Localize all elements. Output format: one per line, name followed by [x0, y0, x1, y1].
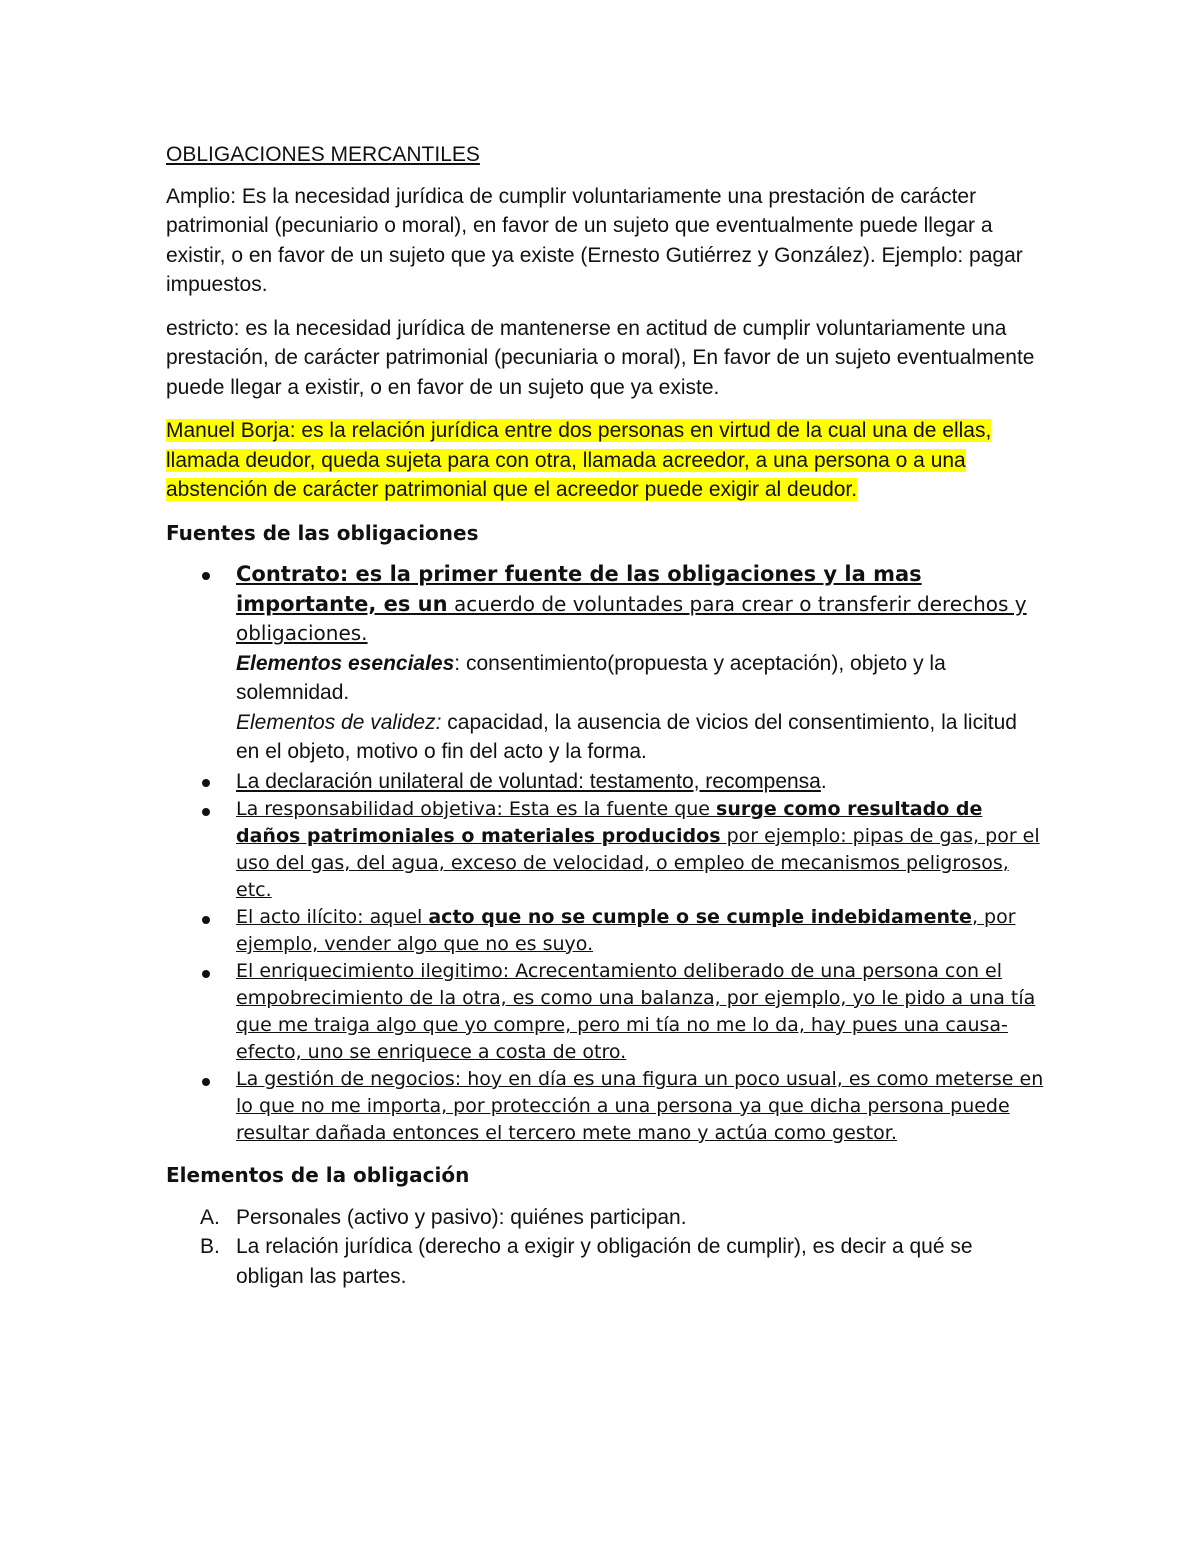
fuentes-heading: Fuentes de las obligaciones [166, 520, 479, 545]
validez-text: capacidad, la ausencia de vicios del consentimiento, la licitud en el objeto, motivo o fin del acto y la forma. [236, 710, 1017, 763]
list-item-text: La relación jurídica (derecho a exigir y obligación de cumplir), es decir a qué se obligan las partes. [236, 1235, 973, 1288]
ilicito-a: El acto ilícito: aquel [236, 906, 429, 928]
gestion-text: La gestión de negocios: hoy en día es una figura un poco usual, es como meterse en lo que no me importa, por protección a una persona ya que dicha persona puede resultar dañada entonces el tercero mete mano y actúa como gestor. [236, 1068, 1044, 1144]
bullet-icon [202, 572, 210, 580]
ilicito-bold: acto que no se cumple o se cumple indebidamente [428, 906, 972, 928]
definition-borja [166, 416, 1046, 505]
list-item-declaracion [166, 767, 1046, 797]
contrato-rest: acuerdo de voluntades para crear o transferir derechos y obligaciones. [236, 591, 1027, 645]
esenciales-text: : consentimiento(propuesta y aceptación), objeto y la solemnidad. [236, 651, 946, 704]
bullet-icon [202, 916, 210, 924]
definition-estricto: estricto: es la necesidad jurídica de mantenerse en actitud de cumplir voluntariamente una prestación, de carácter patrimonial (pecuniaria o moral), En favor de un sujeto eventualmente puede llegar a existir, o en favor de un sujeto que ya existe. [166, 316, 1035, 399]
ilicito-b: , por ejemplo, vender algo que no es suyo. [236, 906, 1016, 955]
highlighted-text: Manuel Borja: es la relación jurídica entre dos personas en virtud de la cual una de ellas, llamada deudor, queda sujeta para con otra, llamada acreedor, a una persona o a una abstención de carácter patrimonial que el acreedor puede exigir al deudor. [166, 419, 992, 501]
contrato-bold: Contrato: es la primer fuente de las obligaciones y la mas importante, es un [236, 562, 922, 616]
list-item-enriquecimiento [166, 958, 1046, 1066]
elementos-list [166, 1203, 1046, 1292]
responsabilidad-a: La responsabilidad objetiva: Esta es la fuente que [236, 798, 717, 820]
list-item-gestion [166, 1066, 1046, 1147]
enriquecimiento-text: El enriquecimiento ilegitimo: Acrecentamiento deliberado de una persona con el empobrecimiento de la otra, es como una balanza, por ejemplo, yo le pido a una tía que me traiga algo que yo compre, pero mi tía no me lo da, hay pues una causa-efecto, uno se enriquece a costa de otro. [236, 960, 1036, 1063]
declaracion-end: . [820, 769, 827, 793]
list-item-ilicito [166, 904, 1046, 958]
bullet-icon [202, 1078, 210, 1086]
list-label: A. [200, 1205, 220, 1229]
esenciales-label: Elementos esenciales [236, 651, 455, 675]
bullet-icon [202, 808, 210, 816]
declaracion-text: La declaración unilateral de voluntad: testamento, recompensa [236, 769, 821, 793]
bullet-icon [202, 970, 210, 978]
fuentes-list [166, 560, 1046, 1147]
list-item [166, 1232, 1046, 1291]
list-item [166, 1203, 1046, 1233]
list-item-text: Personales (activo y pasivo): quiénes participan. [236, 1205, 687, 1229]
list-item-responsabilidad [166, 796, 1046, 904]
validez-label: Elementos de validez: [236, 710, 442, 734]
definition-amplio: Amplio: Es la necesidad jurídica de cumplir voluntariamente una prestación de carácter patrimonial (pecuniario o moral), en favor de un sujeto que eventualmente puede llegar a existir, o en favor de un sujeto que ya existe (Ernesto Gutiérrez y González). Ejemplo: pagar impuestos. [166, 184, 1023, 296]
document-body [166, 140, 1046, 1291]
bullet-icon [202, 779, 210, 787]
document-title: OBLIGACIONES MERCANTILES [166, 143, 480, 166]
list-item-contrato [166, 560, 1046, 767]
elementos-heading: Elementos de la obligación [166, 1163, 470, 1187]
responsabilidad-bold: surge como resultado de daños patrimoniales o materiales producidos [236, 798, 983, 847]
responsabilidad-b: por ejemplo: pipas de gas, por el uso del gas, del agua, exceso de velocidad, o empleo de mecanismos peligrosos, etc. [236, 825, 1040, 901]
list-label: B. [200, 1235, 220, 1258]
